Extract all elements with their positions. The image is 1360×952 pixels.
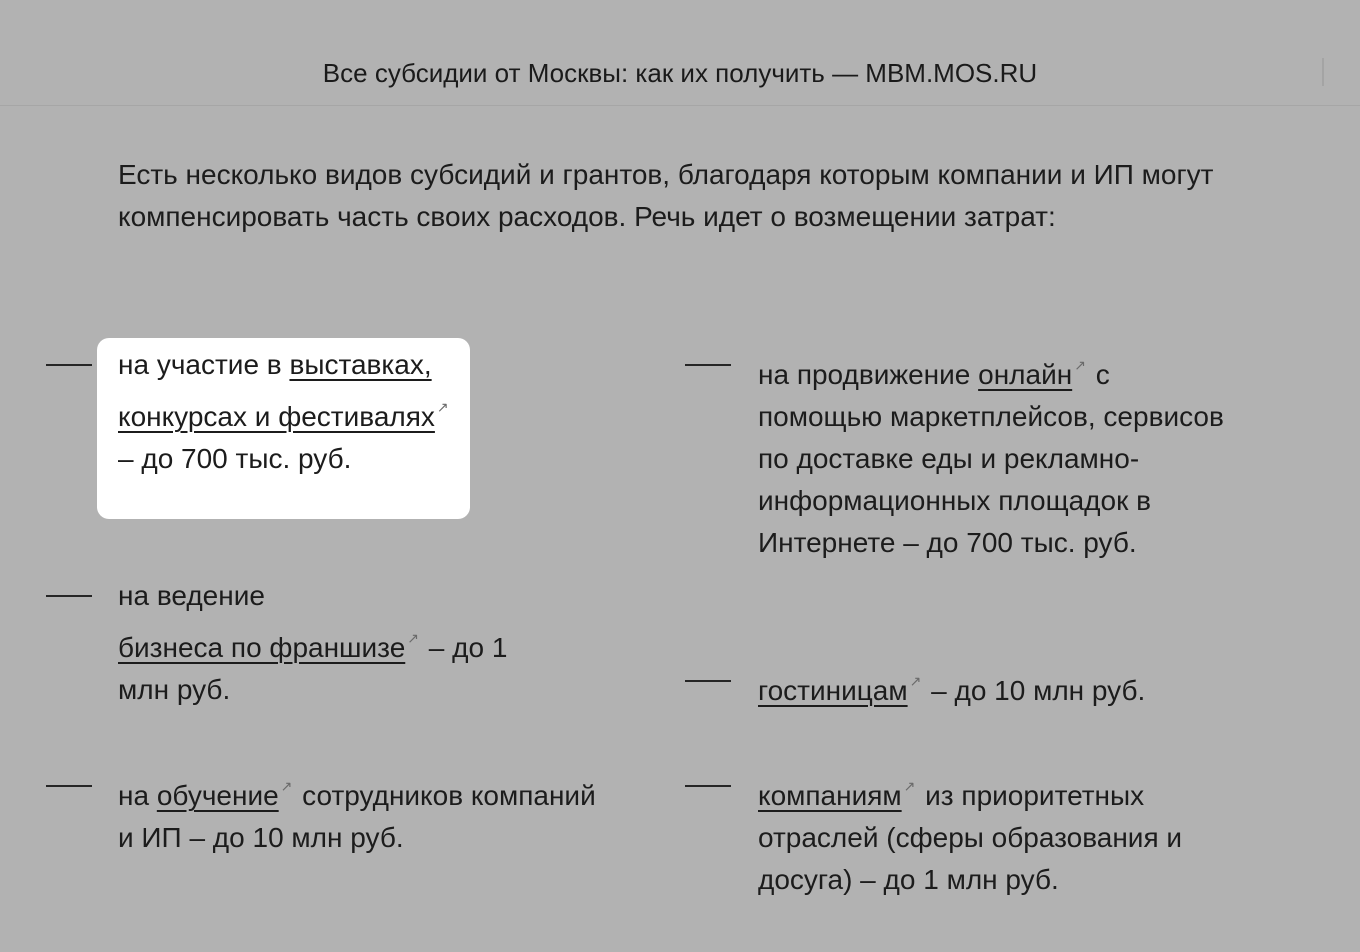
link-franchise[interactable]: бизнеса по франшизе (118, 632, 406, 663)
intro-paragraph: Есть несколько видов субсидий и грантов, благодаря которым компании и ИП могут компенсировать часть своих расходов. Речь идет о возмещении затрат: (118, 159, 1214, 232)
link-online[interactable]: онлайн (978, 359, 1073, 390)
item-text-after: – до 1 млн руб. (118, 632, 508, 705)
external-link-icon: ↗ (903, 778, 916, 794)
external-link-icon: ↗ (1074, 357, 1086, 373)
item-text-before: на продвижение (758, 359, 979, 390)
header-divider (1322, 58, 1324, 86)
item-text-after: – до 10 млн руб. (923, 675, 1146, 706)
link-exhibitions[interactable]: выставках, конкурсах и фестивалях (118, 349, 435, 432)
page-title: Все субсидии от Москвы: как их получить — MBM.MOS.RU (322, 58, 1038, 88)
list-dash (685, 364, 731, 366)
list-item-exhibitions (118, 344, 463, 480)
list-dash (685, 680, 731, 682)
list-dash (685, 785, 731, 787)
item-text-before: на (118, 780, 157, 811)
article-header (0, 0, 1360, 106)
link-training[interactable]: обучение (156, 780, 279, 811)
item-text-after: из приоритетных отраслей (сферы образования и досуга) – до 1 млн руб. (758, 780, 1183, 895)
list-dash (46, 364, 92, 366)
list-item-franchise (118, 575, 563, 711)
external-link-icon: ↗ (280, 778, 293, 794)
list-dash (46, 785, 92, 787)
link-companies[interactable]: компаниям (758, 780, 902, 811)
list-item-online (758, 344, 1238, 564)
external-link-icon: ↗ (436, 399, 449, 415)
list-item-hotels (758, 660, 1238, 712)
external-link-icon: ↗ (407, 630, 419, 646)
list-dash (46, 595, 92, 597)
item-text-before: на ведение (118, 580, 265, 611)
list-item-training (118, 765, 598, 859)
item-text-after: с помощью маркетплейсов, сервисов по доставке еды и рекламно-информационных площадок в Интернете – до 700 тыс. руб. (758, 359, 1224, 558)
item-text-after: сотрудников компаний и ИП – до 10 млн руб. (118, 780, 596, 853)
item-text-before: на участие в (118, 349, 290, 380)
list-item-companies (758, 765, 1238, 901)
item-text-after: – до 700 тыс. руб. (118, 443, 352, 474)
external-link-icon: ↗ (909, 673, 922, 689)
link-hotels[interactable]: гостиницам (758, 675, 908, 706)
